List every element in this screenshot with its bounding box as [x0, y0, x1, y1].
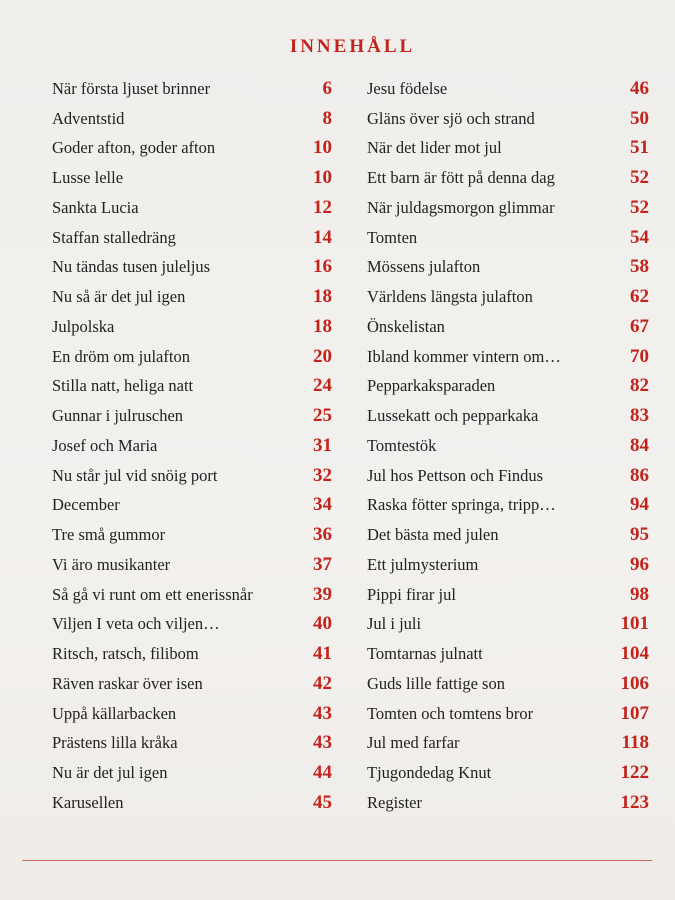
toc-entry-page: 8 [322, 107, 332, 129]
toc-entry-title: Sankta Lucia [52, 197, 139, 217]
toc-entry-page: 118 [621, 732, 649, 754]
toc-entry-page: 122 [620, 762, 649, 784]
toc-entry-title: Raska fötter springa, tripp… [367, 495, 556, 515]
toc-entry-title: Tomten och tomtens bror [367, 703, 534, 723]
toc-entry-page: 94 [630, 494, 649, 516]
toc-entry-title: Adventstid [52, 108, 125, 128]
toc-entry-page: 62 [630, 286, 649, 308]
toc-entry [52, 610, 332, 640]
toc-entry [367, 491, 649, 521]
toc-entry-page: 41 [313, 643, 332, 665]
toc-entry-page: 101 [620, 613, 649, 635]
toc-entry-title: Tomtestök [367, 435, 437, 455]
toc-entry-title: Tjugondedag Knut [367, 763, 492, 783]
toc-entry-title: Jul i juli [367, 614, 422, 634]
toc-entry [52, 372, 332, 402]
toc-entry [52, 520, 332, 550]
toc-entry [367, 520, 649, 550]
toc-entry-page: 51 [630, 137, 649, 159]
toc-entry-page: 95 [630, 524, 649, 546]
toc-entry [52, 253, 332, 283]
toc-entry-page: 98 [630, 583, 649, 605]
toc-entry-title: Gunnar i julruschen [52, 406, 184, 426]
toc-entry-page: 107 [620, 702, 649, 724]
toc-entry [367, 550, 649, 580]
toc-entry-title: Nu står jul vid snöig port [52, 465, 218, 485]
toc-entry [52, 580, 332, 610]
toc-entry-page: 12 [313, 196, 332, 218]
toc-entry-title: Julpolska [52, 316, 115, 336]
toc-entry-title: Tomten [367, 227, 418, 247]
toc-entry-title: Önskelistan [367, 316, 445, 336]
toc-entry-title: Prästens lilla kråka [52, 733, 178, 753]
toc-entry-page: 82 [630, 375, 649, 397]
toc-entry-title: Register [367, 792, 422, 812]
toc-entry-page: 52 [630, 167, 649, 189]
toc-entry-page: 37 [313, 553, 332, 575]
toc-entry-page: 44 [313, 762, 332, 784]
toc-entry [367, 461, 649, 491]
toc-entry [367, 580, 649, 610]
toc-entry-page: 42 [313, 672, 332, 694]
toc-entry-title: Så gå vi runt om ett enerissnår [52, 584, 253, 604]
toc-entry [367, 729, 649, 759]
toc-entry [367, 312, 649, 342]
toc-entry-title: Nu är det jul igen [52, 763, 168, 783]
toc-entry [52, 401, 332, 431]
toc-entry-page: 25 [313, 405, 332, 427]
toc-entry-page: 67 [630, 315, 649, 337]
toc-entry-page: 39 [313, 583, 332, 605]
toc-entry-title: Ett barn är fött på denna dag [367, 168, 555, 188]
toc-entry-page: 32 [313, 464, 332, 486]
toc-entry-title: Tre små gummor [52, 525, 166, 545]
toc-entry [367, 669, 649, 699]
toc-entry-page: 96 [630, 553, 649, 575]
toc-entry [52, 163, 332, 193]
toc-entry [52, 74, 332, 104]
toc-entry-title: Stilla natt, heliga natt [52, 376, 194, 396]
toc-entry [367, 134, 649, 164]
toc-entry-title: Räven raskar över isen [52, 673, 203, 693]
toc-entry [367, 610, 649, 640]
toc-entry-title: Ritsch, ratsch, filibom [52, 644, 199, 664]
toc-entry-title: När det lider mot jul [367, 138, 502, 158]
toc-entry-title: Nu så är det jul igen [52, 287, 186, 307]
toc-entry-page: 24 [313, 375, 332, 397]
toc-entry [367, 104, 649, 134]
toc-entry [52, 758, 332, 788]
toc-entry [367, 699, 649, 729]
toc-entry [367, 342, 649, 372]
toc-entry-page: 18 [313, 286, 332, 308]
toc-entry [52, 491, 332, 521]
toc-entry [52, 312, 332, 342]
toc-entry-title: Gläns över sjö och strand [367, 108, 535, 128]
toc-entry [52, 550, 332, 580]
toc-entry-title: Mössens julafton [367, 257, 481, 277]
toc-entry [367, 193, 649, 223]
toc-entry [52, 788, 332, 818]
toc-entry [367, 431, 649, 461]
toc-entry [52, 431, 332, 461]
toc-entry [52, 669, 332, 699]
toc-entry-page: 104 [620, 643, 649, 665]
toc-entry [52, 699, 332, 729]
toc-entry-title: Lusse lelle [52, 168, 124, 188]
toc-entry-page: 10 [313, 167, 332, 189]
bottom-rule [22, 860, 652, 861]
toc-entry-title: Goder afton, goder afton [52, 138, 216, 158]
toc-entry-title: Ett julmysterium [367, 554, 479, 574]
toc-right-column [367, 74, 649, 818]
toc-entry-title: Världens längsta julafton [367, 287, 533, 307]
toc-entry-page: 6 [322, 77, 332, 99]
toc-entry [367, 639, 649, 669]
toc-entry-page: 84 [630, 434, 649, 456]
toc-entry-title: Pippi firar jul [367, 584, 456, 604]
toc-entry-title: Karusellen [52, 792, 124, 812]
toc-entry-title: När juldagsmorgon glimmar [367, 197, 555, 217]
toc-entry-title: Viljen I veta och viljen… [52, 614, 220, 634]
toc-entry-page: 58 [630, 256, 649, 278]
toc-entry-title: En dröm om julafton [52, 346, 190, 366]
toc-entry [367, 282, 649, 312]
toc-entry [367, 74, 649, 104]
toc-entry-title: Ibland kommer vintern om… [367, 346, 561, 366]
toc-entry [52, 729, 332, 759]
toc-entry [367, 401, 649, 431]
toc-entry-title: Pepparkaksparaden [367, 376, 496, 396]
toc-entry-page: 54 [630, 226, 649, 248]
toc-entry-page: 34 [313, 494, 332, 516]
toc-entry-page: 46 [630, 77, 649, 99]
toc-entry [52, 461, 332, 491]
toc-entry-title: December [52, 495, 120, 515]
toc-entry-page: 40 [313, 613, 332, 635]
toc-entry-page: 14 [313, 226, 332, 248]
toc-entry [367, 372, 649, 402]
toc-entry-page: 45 [313, 791, 332, 813]
toc-entry [52, 639, 332, 669]
toc-entry-page: 31 [313, 434, 332, 456]
toc-entry [52, 134, 332, 164]
toc-left-column [52, 74, 332, 818]
toc-entry-title: Jesu födelse [367, 78, 448, 98]
toc-entry-page: 43 [313, 732, 332, 754]
toc-entry-title: Jul hos Pettson och Findus [367, 465, 544, 485]
toc-entry-title: När första ljuset brinner [52, 78, 211, 98]
toc-entry-title: Uppå källarbacken [52, 703, 177, 723]
toc-entry [367, 253, 649, 283]
toc-entry-page: 10 [313, 137, 332, 159]
toc-entry-title: Tomtarnas julnatt [367, 644, 483, 664]
toc-entry-page: 36 [313, 524, 332, 546]
toc-entry [52, 193, 332, 223]
toc-entry-title: Vi äro musikanter [52, 554, 171, 574]
toc-entry [367, 223, 649, 253]
toc-entry-title: Guds lille fattige son [367, 673, 505, 693]
toc-entry [367, 788, 649, 818]
toc-entry-page: 83 [630, 405, 649, 427]
toc-entry-page: 70 [630, 345, 649, 367]
toc-entry-page: 18 [313, 315, 332, 337]
toc-entry [52, 104, 332, 134]
toc-entry-title: Det bästa med julen [367, 525, 499, 545]
toc-entry-page: 52 [630, 196, 649, 218]
toc-entry [367, 163, 649, 193]
toc-entry-page: 86 [630, 464, 649, 486]
toc-entry-page: 106 [620, 672, 649, 694]
toc-entry-page: 20 [313, 345, 332, 367]
toc-entry-title: Josef och Maria [52, 435, 158, 455]
toc-entry-title: Nu tändas tusen juleljus [52, 257, 211, 277]
toc-entry-title: Staffan stalledräng [52, 227, 176, 247]
toc-entry-title: Lussekatt och pepparkaka [367, 406, 539, 426]
toc-entry-title: Jul med farfar [367, 733, 460, 753]
toc-entry-page: 43 [313, 702, 332, 724]
toc-entry [367, 758, 649, 788]
toc-entry [52, 223, 332, 253]
toc-entry [52, 342, 332, 372]
toc-entry-page: 50 [630, 107, 649, 129]
toc-entry-page: 123 [620, 791, 649, 813]
page-title: INNEHÅLL [289, 36, 416, 57]
toc-entry-page: 16 [313, 256, 332, 278]
toc-entry [52, 282, 332, 312]
